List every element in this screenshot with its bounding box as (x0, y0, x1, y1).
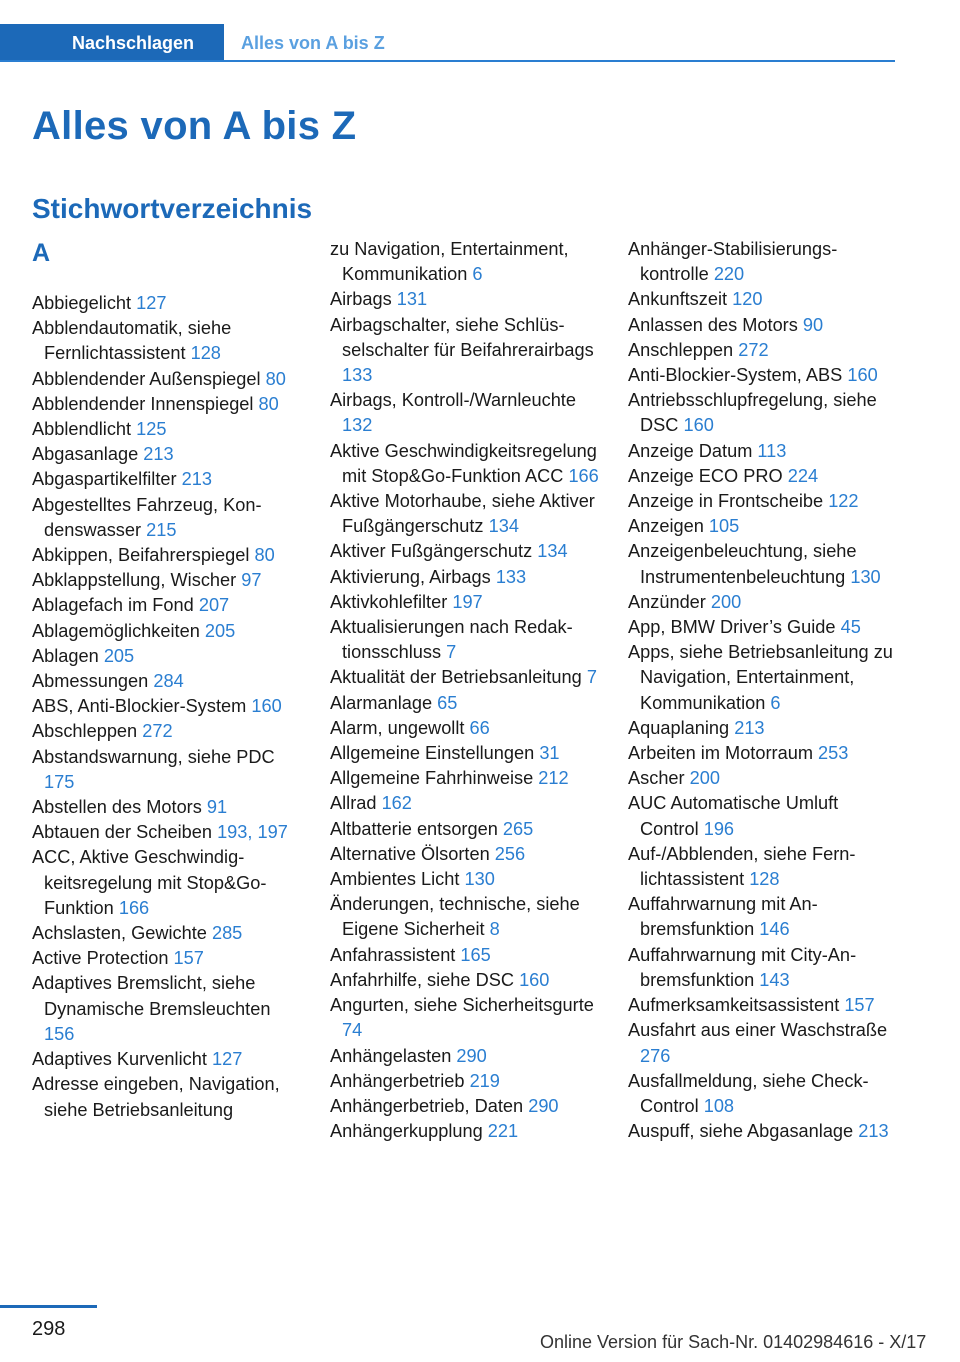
index-page-link[interactable]: 200 (689, 768, 721, 789)
index-entry (32, 669, 304, 694)
index-entry-text: ACC, Aktive Geschwindigkeitsregelung mit Stop&Go-Funktion (32, 847, 267, 918)
index-entry-text: Auspuff, siehe Abgasanlage (628, 1121, 854, 1142)
index-page-link[interactable]: 213 (734, 717, 765, 738)
index-entry (32, 568, 304, 593)
index-page-link[interactable]: 133 (495, 566, 527, 587)
index-page-link[interactable]: 196 (703, 818, 735, 839)
index-page-link[interactable]: 97 (241, 570, 262, 591)
index-page-link[interactable]: 65 (437, 692, 458, 713)
index-page-link[interactable]: 7 (586, 667, 597, 688)
index-entry (628, 1018, 896, 1068)
index-entry-text: Abblendender Außenspiegel (32, 368, 261, 389)
index-entry (32, 644, 304, 669)
index-entry (628, 514, 896, 539)
index-page-link[interactable]: 253 (818, 743, 849, 764)
index-entry (32, 442, 304, 467)
index-entry (628, 1119, 896, 1144)
index-page-link[interactable]: 8 (489, 919, 500, 940)
index-page-link[interactable]: 166 (118, 897, 150, 918)
index-entry-text: Alarm, ungewollt (330, 717, 465, 738)
index-page-link[interactable]: 74 (342, 1020, 363, 1041)
index-entry (628, 363, 896, 388)
index-entry (628, 237, 896, 287)
index-page-link[interactable]: 193, 197 (217, 822, 288, 843)
index-page-link[interactable]: 128 (190, 343, 221, 364)
index-entry (32, 316, 304, 366)
index-entry-text: Anzeige Datum (628, 440, 753, 461)
header-rule (0, 60, 895, 62)
index-page-link[interactable]: 272 (142, 721, 173, 742)
index-entry (628, 791, 896, 841)
index-entry (32, 467, 304, 492)
index-entry-text: Abblendautomatik, siehe Fernlichtassistent (32, 318, 232, 364)
index-entry-text: Abgasanlage (32, 444, 139, 465)
index-entry-text: Abgaspartikelfilter (32, 469, 177, 490)
index-entry-text: Anfahrassistent (330, 944, 456, 965)
index-entry (628, 439, 896, 464)
index-page-link[interactable]: 157 (844, 995, 875, 1016)
index-page-link[interactable]: 134 (488, 516, 519, 537)
index-entry-text: Ablagemöglichkeiten (32, 620, 200, 641)
index-page-link[interactable]: 120 (732, 289, 763, 310)
index-page-link[interactable]: 45 (840, 617, 861, 638)
index-entry-text: Adresse eingeben, Navigation, siehe Betriebsanleitung (32, 1074, 280, 1120)
index-entry-text: Abkippen, Beifahrerspiegel (32, 545, 250, 566)
index-page-link[interactable]: 66 (469, 717, 490, 738)
index-entry (628, 287, 896, 312)
index-entry-text: Abschleppen (32, 721, 138, 742)
index-page-link[interactable]: 213 (143, 444, 174, 465)
index-page-link[interactable]: 197 (452, 591, 483, 612)
index-page-link[interactable]: 134 (537, 541, 568, 562)
index-entry-text: Abstandswarnung, siehe PDC (32, 746, 275, 767)
index-entry-text: Anzeigenbeleuchtung, siehe Instrumentenbeleuchtung (628, 541, 857, 587)
tab-nachschlagen[interactable]: Nachschlagen (0, 24, 224, 62)
index-entry (628, 892, 896, 942)
index-entry (330, 892, 602, 942)
index-entry (32, 392, 304, 417)
index-page-link[interactable]: 127 (211, 1049, 243, 1070)
index-entry (330, 1044, 602, 1069)
page-number: 298 (32, 1318, 66, 1340)
index-entry-text: Abklappstellung, Wischer (32, 570, 237, 591)
index-entry (32, 493, 304, 543)
index-entry-text: Aktivierung, Airbags (330, 566, 491, 587)
index-entry (32, 291, 304, 316)
index-entry (628, 993, 896, 1018)
index-page-link[interactable]: 160 (683, 415, 714, 436)
index-page-link[interactable]: 284 (153, 671, 184, 692)
index-page-link[interactable]: 105 (708, 516, 740, 537)
index-entry (628, 615, 896, 640)
index-page-link[interactable]: 175 (44, 771, 75, 792)
index-entry-text: Ascher (628, 768, 685, 789)
index-entry (32, 845, 304, 921)
index-page-link[interactable]: 207 (198, 595, 230, 616)
index-entry-text: Abstellen des Motors (32, 797, 202, 818)
index-entry (330, 968, 602, 993)
index-page-link[interactable]: 80 (254, 545, 275, 566)
index-entry-text: Aquaplaning (628, 717, 730, 738)
index-entry (330, 993, 602, 1043)
index-entry-text: Antriebsschlupfregelung, siehe DSC (628, 390, 877, 436)
index-entry-text: Apps, siehe Betriebsanleitung zu Navigation, Entertainment, Kommunikation (628, 642, 893, 713)
index-entry (330, 766, 602, 791)
index-entry (330, 1094, 602, 1119)
index-entry (628, 766, 896, 791)
index-entry (330, 691, 602, 716)
index-entry-text: Ablagen (32, 645, 99, 666)
index-entry (330, 1119, 602, 1144)
index-entry (330, 489, 602, 539)
index-entry-text: Aktualisierungen nach Redaktionsschluss (330, 617, 573, 663)
index-entry (32, 946, 304, 971)
index-entry-text: Anschleppen (628, 339, 734, 360)
index-entry-text: Aktualität der Betriebsanleitung (330, 667, 582, 688)
index-entry (32, 921, 304, 946)
index-page-link[interactable]: 156 (44, 1023, 75, 1044)
index-page-link[interactable]: 265 (502, 818, 534, 839)
index-page-link[interactable]: 91 (206, 797, 228, 818)
index-entry (330, 565, 602, 590)
index-entry (32, 593, 304, 618)
index-entry (330, 539, 602, 564)
index-entry (628, 539, 896, 589)
index-entry-text: Abtauen der Scheiben (32, 822, 212, 843)
index-entry-text: Anhängerkupplung (330, 1121, 483, 1142)
index-entry (628, 313, 896, 338)
index-entry-text: Abblendender Innenspiegel (32, 393, 254, 414)
index-entry (330, 287, 602, 312)
page-title: Alles von A bis Z (32, 104, 357, 148)
index-page-link[interactable]: 220 (713, 264, 745, 285)
index-entry (330, 665, 602, 690)
index-entry (32, 1047, 304, 1072)
index-entry (330, 943, 602, 968)
index-entry (330, 313, 602, 389)
index-entry-text: Adaptives Kurvenlicht (32, 1049, 207, 1070)
index-entry-text: Airbagschalter, siehe Schlüsselschalter für Beifahrerairbags (330, 314, 594, 360)
index-page-link[interactable]: 212 (538, 768, 569, 789)
index-page-link[interactable]: 200 (710, 591, 742, 612)
index-page-link[interactable]: 256 (494, 843, 526, 864)
index-page-link[interactable]: 205 (204, 620, 236, 641)
index-entry-text: Abmessungen (32, 671, 149, 692)
index-entry-text: Aktive Geschwindigkeitsregelung mit Stop&Go-Funktion ACC (330, 440, 597, 486)
index-entry-text: Aktivkohlefilter (330, 591, 448, 612)
index-page-link[interactable]: 31 (539, 743, 560, 764)
index-entry (330, 842, 602, 867)
index-entry (32, 795, 304, 820)
index-entry (628, 489, 896, 514)
index-page-link[interactable]: 80 (265, 368, 286, 389)
index-entry-text: AUC Automatische Umluft Control (628, 793, 839, 839)
index-page-link[interactable]: 130 (850, 566, 881, 587)
index-page-link[interactable]: 133 (342, 365, 373, 386)
index-entry-text: App, BMW Driver’s Guide (628, 617, 836, 638)
index-entry (32, 619, 304, 644)
index-entry-text: Abbiegelicht (32, 293, 132, 313)
index-page-link[interactable]: 285 (211, 923, 243, 944)
footer-note: Online Version für Sach-Nr. 01402984616 - X/17 (540, 1332, 927, 1352)
index-page-link[interactable]: 290 (456, 1045, 487, 1066)
index-entry-text: Allgemeine Einstellungen (330, 743, 535, 764)
index-page-link[interactable]: 165 (460, 944, 491, 965)
index-entry (628, 716, 896, 741)
index-entry (32, 745, 304, 795)
index-entry (628, 842, 896, 892)
index-entry (32, 543, 304, 568)
index-entry (628, 1069, 896, 1119)
index-page-link[interactable]: 162 (381, 793, 412, 814)
index-page-link[interactable]: 160 (519, 969, 550, 990)
index-entry (330, 817, 602, 842)
index-entry (32, 719, 304, 744)
index-entry-text: Auffahrwarnung mit Anbremsfunktion (628, 894, 818, 940)
index-entry-text: Anzeige in Frontscheibe (628, 491, 824, 512)
index-entry-text: Alarmanlage (330, 692, 433, 713)
breadcrumb[interactable]: Alles von A bis Z (241, 33, 385, 53)
index-page-link[interactable]: 215 (146, 519, 177, 540)
index-entry (330, 716, 602, 741)
index-entry-text: Aktive Motorhaube, siehe Aktiver Fußgängerschutz (330, 491, 595, 537)
index-page-link[interactable]: 276 (640, 1045, 671, 1066)
index-entry-text: Anhängelasten (330, 1045, 452, 1066)
index-entry-text: Anlassen des Motors (628, 314, 798, 335)
index-entry (330, 867, 602, 892)
index-entry (32, 417, 304, 442)
index-entry-text: Achslasten, Gewichte (32, 923, 207, 944)
index-entry-text: Abblendlicht (32, 419, 132, 440)
index-entry (330, 791, 602, 816)
index-entry (330, 615, 602, 665)
index-page-link[interactable]: 6 (472, 264, 483, 285)
index-entry (628, 640, 896, 716)
index-entry-text: Airbags (330, 289, 392, 310)
index-entry-text: Allgemeine Fahrhinweise (330, 768, 534, 789)
index-entry (32, 820, 304, 845)
index-page-link[interactable]: 131 (396, 289, 428, 310)
index-page-link[interactable]: 90 (802, 314, 824, 335)
index-page-link[interactable]: 132 (342, 415, 373, 436)
index-entry-text: Anhänger-Stabilisierungskontrolle (628, 239, 838, 285)
index-entry (628, 464, 896, 489)
index-entry (32, 694, 304, 719)
index-page-link[interactable]: 219 (469, 1070, 500, 1091)
index-entry-text: Auffahrwarnung mit City-Anbremsfunktion (628, 944, 857, 990)
index-entry (628, 590, 896, 615)
header-tabbar (0, 24, 895, 62)
index-page-link[interactable]: 113 (757, 440, 787, 461)
index-entry-text: zu Navigation, Entertainment, Kommunikation (330, 239, 569, 285)
footer-rule (0, 1305, 97, 1308)
index-entry-text: ABS, Anti-Blockier-System (32, 696, 247, 717)
index-entry (330, 590, 602, 615)
index-page-link[interactable]: 125 (136, 419, 167, 440)
index-entry-text: Ankunftszeit (628, 289, 728, 310)
index-entry-text: Abgestelltes Fahrzeug, Kondenswasser (32, 494, 262, 540)
index-entry (32, 1072, 304, 1122)
section-title: Stichwortverzeichnis (32, 193, 313, 224)
index-entry-text: Ausfahrt aus einer Waschstraße (628, 1020, 888, 1041)
index-page-link[interactable]: 160 (251, 696, 282, 717)
index-entry-text: Altbatterie entsorgen (330, 818, 498, 839)
index-entry-text: Anzeige ECO PRO (628, 465, 783, 486)
index-entry-text: Anti-Blockier-System, ABS (628, 365, 843, 386)
index-page-link[interactable]: 146 (759, 919, 790, 940)
index-entry (330, 439, 602, 489)
index-page-link[interactable]: 108 (703, 1095, 735, 1116)
index-entry (32, 367, 304, 392)
index-column-2 (330, 237, 602, 1144)
index-column-3 (628, 237, 896, 1144)
index-entry (628, 741, 896, 766)
index-letter: A (32, 239, 51, 267)
index-page-link[interactable]: 224 (787, 465, 819, 486)
index-entry (628, 388, 896, 438)
index-entry-text: Auf-/Abblenden, siehe Fernlichtassistent (628, 843, 856, 890)
index-entry (628, 943, 896, 993)
index-entry-text: Allrad (330, 793, 377, 814)
index-entry-text: Anhängerbetrieb (330, 1070, 465, 1091)
index-page-link[interactable]: 80 (258, 393, 279, 414)
index-entry-text: Änderungen, technische, siehe Eigene Sicherheit (330, 894, 580, 940)
index-entry-text: Anfahrhilfe, siehe DSC (330, 969, 514, 990)
index-page-link[interactable]: 205 (103, 645, 135, 666)
index-page-link[interactable]: 122 (828, 491, 859, 512)
index-entry (628, 338, 896, 363)
index-entry-text: Active Protection (32, 948, 169, 969)
index-entry-text: Aktiver Fußgängerschutz (330, 541, 533, 562)
index-entry (330, 388, 602, 438)
index-page-link[interactable]: 290 (528, 1095, 559, 1116)
index-page-link[interactable]: 130 (464, 869, 495, 890)
index-entry-text: Adaptives Bremslicht, siehe Dynamische Bremsleuchten (32, 973, 271, 1019)
index-page-link[interactable]: 221 (487, 1121, 519, 1142)
index-entry-text: Aufmerksamkeitsassistent (628, 995, 840, 1016)
index-entry-text: Anhängerbetrieb, Daten (330, 1095, 524, 1116)
index-entry-text: Angurten, siehe Sicherheitsgurte (330, 995, 594, 1016)
index-page-link[interactable]: 272 (738, 339, 769, 360)
index-entry (32, 971, 304, 1047)
index-entry (330, 237, 602, 287)
index-page-link[interactable]: 7 (446, 642, 457, 663)
index-page-link[interactable]: 160 (847, 365, 878, 386)
index-page-link[interactable]: 213 (858, 1121, 889, 1142)
index-entry-text: Ausfallmeldung, siehe Check-Control (628, 1070, 869, 1116)
index-page-link[interactable]: 166 (568, 465, 599, 486)
index-entry-text: Alternative Ölsorten (330, 843, 490, 864)
index-page-link[interactable]: 143 (759, 969, 790, 990)
index-entry (330, 741, 602, 766)
index-page-link[interactable]: 157 (173, 948, 204, 969)
index-page-link[interactable]: 6 (770, 692, 781, 713)
index-entry (330, 1069, 602, 1094)
index-page-link[interactable]: 128 (749, 869, 780, 890)
index-entry-text: Ambientes Licht (330, 869, 460, 890)
index-entry-text: Ablagefach im Fond (32, 595, 194, 616)
index-entry-text: Anzünder (628, 591, 706, 612)
index-column-1 (32, 237, 304, 1123)
index-page-link[interactable]: 213 (181, 469, 212, 490)
index-page-link[interactable]: 127 (136, 293, 167, 313)
index-entry-text: Arbeiten im Motorraum (628, 743, 813, 764)
index-entry-text: Anzeigen (628, 516, 704, 537)
index-entry-text: Airbags, Kontroll-/Warnleuchte (330, 390, 576, 411)
